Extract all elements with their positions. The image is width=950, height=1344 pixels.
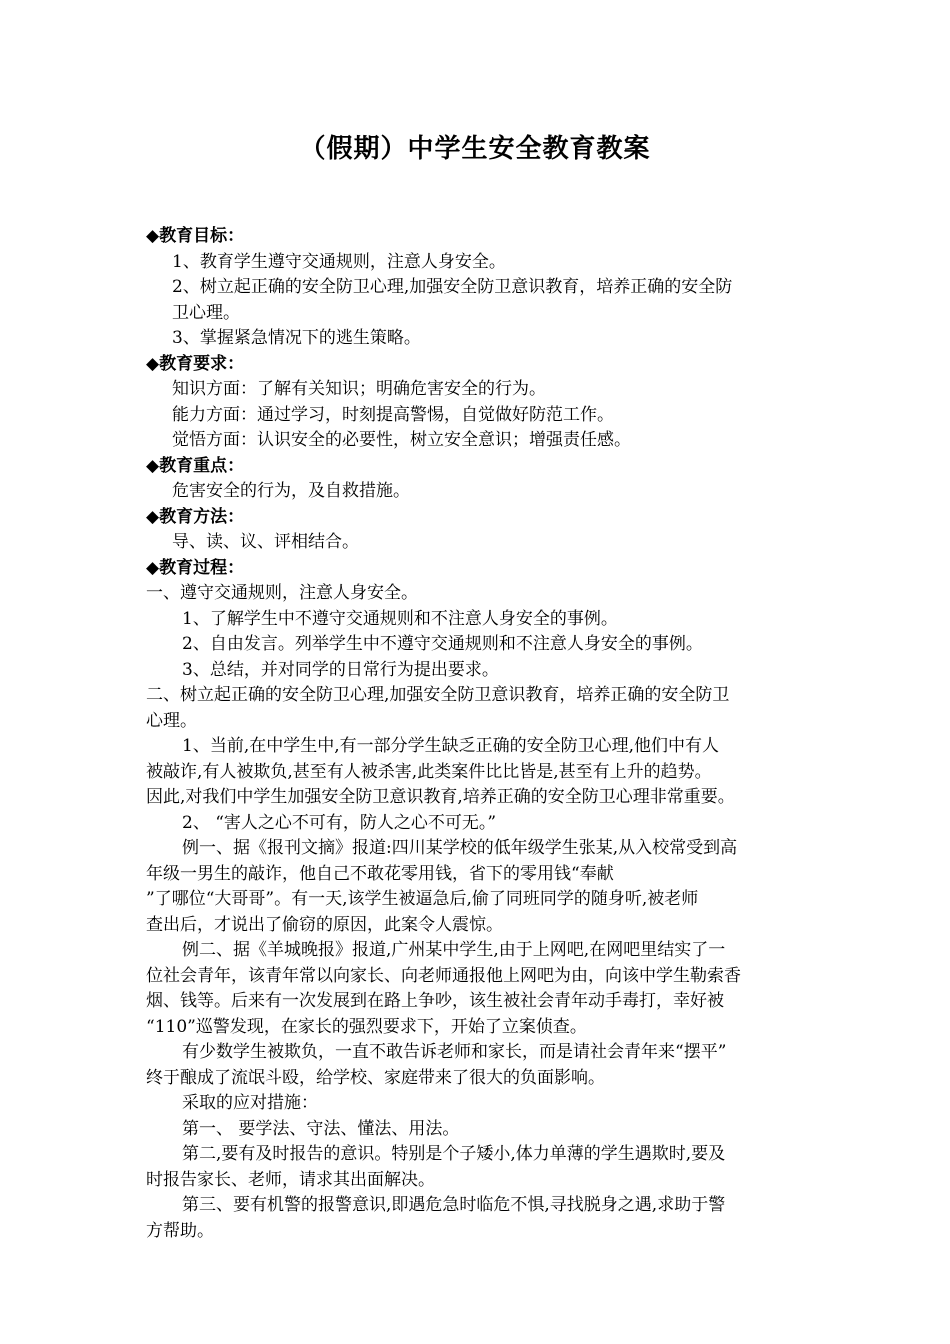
paragraph-line: 心理。 bbox=[146, 710, 197, 731]
paragraph-line: 1、当前,在中学生中,有一部分学生缺乏正确的安全防卫心理,他们中有人 bbox=[182, 736, 720, 756]
paragraph-line: 一、遵守交通规则，注意人身安全。 bbox=[146, 583, 418, 603]
paragraph-line: 危害安全的行为，及自救措施。 bbox=[172, 481, 410, 501]
section-heading: ◆教育目标： bbox=[146, 226, 245, 246]
paragraph-line: 卫心理。 bbox=[172, 302, 240, 323]
paragraph-line: 二、树立起正确的安全防卫心理,加强安全防卫意识教育，培养正确的安全防卫 bbox=[146, 685, 730, 705]
paragraph-line: 第二,要有及时报告的意识。特别是个子矮小,体力单薄的学生遇欺时,要及 bbox=[182, 1144, 726, 1164]
paragraph-line: 第三、要有机警的报警意识,即遇危急时临危不惧,寻找脱身之遇,求助于警 bbox=[182, 1195, 726, 1215]
paragraph-line: 导、读、议、评相结合。 bbox=[172, 532, 359, 552]
paragraph-line: 终于酿成了流氓斗殴，给学校、家庭带来了很大的负面影响。 bbox=[146, 1067, 605, 1088]
section-heading: ◆教育要求： bbox=[146, 353, 245, 374]
paragraph-line: 方帮助。 bbox=[146, 1220, 214, 1241]
paragraph-line: 位社会青年，该青年常以向家长、向老师通报他上网吧为由，向该中学生勒索香 bbox=[146, 965, 741, 986]
paragraph-line: 1、教育学生遵守交通规则，注意人身安全。 bbox=[172, 251, 506, 272]
document-body bbox=[146, 224, 818, 1244]
section-heading: ◆教育重点： bbox=[146, 455, 245, 476]
paragraph-line: 2、 “害人之心不可有，防人之心不可无。” bbox=[182, 812, 497, 833]
paragraph-line: 烟、钱等。后来有一次发展到在路上争吵，该生被社会青年动手毒打，幸好被 bbox=[146, 991, 724, 1011]
paragraph-line: ”了哪位“大哥哥”。有一天,该学生被逼急后,偷了同班同学的随身听,被老师 bbox=[146, 889, 699, 909]
paragraph-line: 能力方面：通过学习，时刻提高警惕，自觉做好防范工作。 bbox=[172, 404, 614, 425]
paragraph-line: 有少数学生被欺负，一直不敢告诉老师和家长，而是请社会青年来“摆平” bbox=[182, 1042, 727, 1062]
paragraph-line: 1、了解学生中不遵守交通规则和不注意人身安全的事例。 bbox=[182, 608, 618, 629]
paragraph-line: 例一、据《报刊文摘》报道:四川某学校的低年级学生张某,从入校常受到高 bbox=[182, 838, 738, 858]
paragraph-line: 3、总结，并对同学的日常行为提出要求。 bbox=[182, 659, 499, 680]
section-heading: ◆教育过程： bbox=[146, 557, 245, 578]
paragraph-line: 觉悟方面：认识安全的必要性，树立安全意识；增强责任感。 bbox=[172, 430, 631, 450]
paragraph-line: 知识方面：了解有关知识；明确危害安全的行为。 bbox=[172, 379, 546, 399]
paragraph-line: 2、树立起正确的安全防卫心理,加强安全防卫意识教育，培养正确的安全防 bbox=[172, 277, 733, 297]
paragraph-line: 查出后，才说出了偷窃的原因，此案令人震惊。 bbox=[146, 914, 503, 935]
paragraph-line: 2、自由发言。列举学生中不遵守交通规则和不注意人身安全的事例。 bbox=[182, 634, 703, 654]
paragraph-line: 时报告家长、老师，请求其出面解决。 bbox=[146, 1169, 435, 1190]
paragraph-line: 采取的应对措施： bbox=[182, 1093, 318, 1113]
paragraph-line: 被敲诈,有人被欺负,甚至有人被杀害,此类案件比比皆是,甚至有上升的趋势。 bbox=[146, 761, 712, 782]
paragraph-line: 例二、据《羊城晚报》报道,广州某中学生,由于上网吧,在网吧里结实了一 bbox=[182, 940, 726, 960]
paragraph-line: “110”巡警发现，在家长的强烈要求下，开始了立案侦查。 bbox=[146, 1016, 587, 1037]
paragraph-line: 年级一男生的敲诈，他自己不敢花零用钱，省下的零用钱“奉献 bbox=[146, 863, 614, 884]
paragraph-line: 因此,对我们中学生加强安全防卫意识教育,培养正确的安全防卫心理非常重要。 bbox=[146, 787, 735, 807]
document-title: （假期）中学生安全教育教案 bbox=[299, 134, 651, 164]
section-heading: ◆教育方法： bbox=[146, 506, 245, 527]
paragraph-line: 第一、 要学法、守法、懂法、用法。 bbox=[182, 1118, 460, 1139]
paragraph-line: 3、掌握紧急情况下的逃生策略。 bbox=[172, 328, 421, 348]
